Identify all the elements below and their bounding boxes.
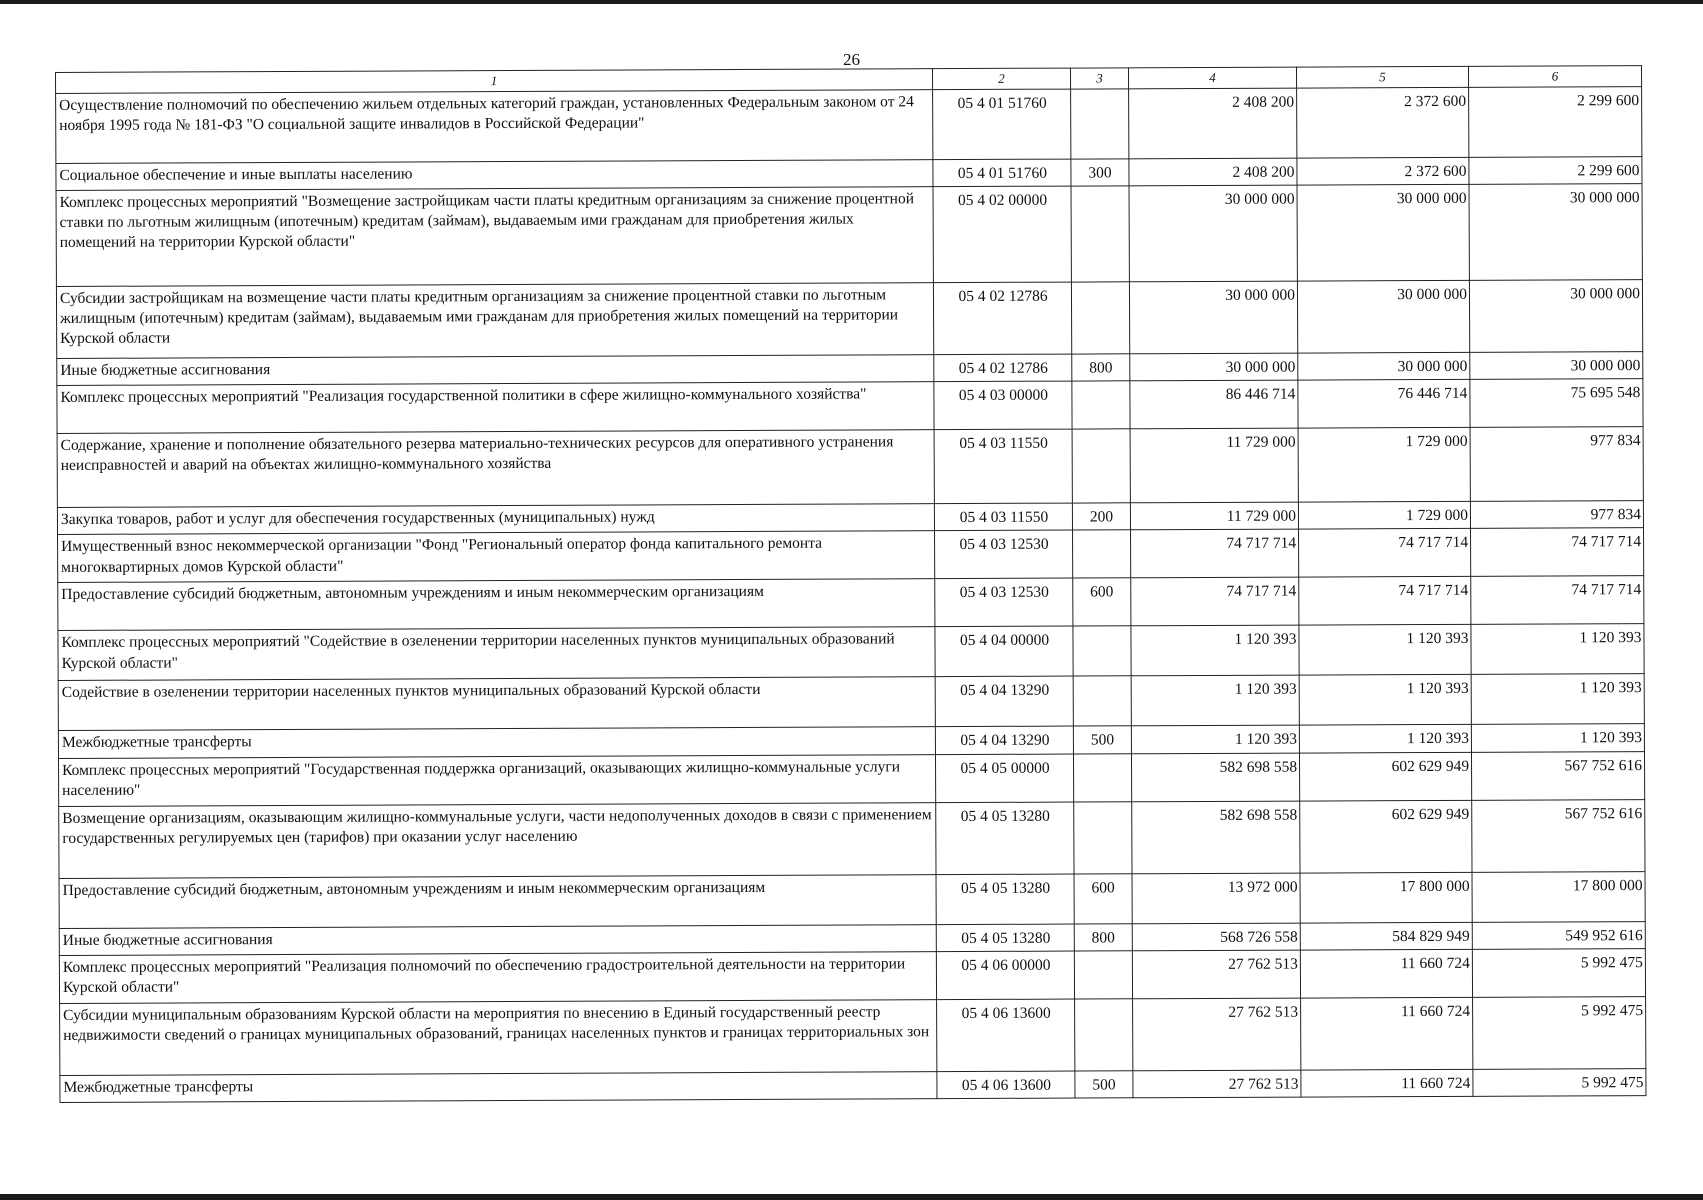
row-amount-col5: 2 372 600 — [1297, 87, 1469, 158]
budget-table — [55, 65, 1646, 1103]
row-code: 05 4 05 13280 — [936, 924, 1074, 952]
row-amount-col6: 567 752 616 — [1472, 799, 1645, 872]
row-name: Комплекс процессных мероприятий "Государственная поддержка организаций, оказывающих жилищно-коммунальные услуги населению" — [58, 754, 935, 806]
row-amount-col6: 1 120 393 — [1471, 674, 1644, 725]
row-amount-col5: 74 717 714 — [1299, 577, 1471, 626]
row-amount-col5: 11 660 724 — [1301, 1069, 1473, 1097]
row-code: 05 4 03 12530 — [935, 578, 1073, 627]
row-name: Субсидии муниципальным образованиям Курской области на мероприятия по внесению в Единый государственный реестр недвижимости сведений о границах муниципальных образований, границах населенных пунктов и границах территориальных зон — [60, 999, 937, 1075]
row-code: 05 4 03 11550 — [934, 503, 1072, 531]
row-amount-col5: 2 372 600 — [1297, 157, 1469, 185]
row-amount-col5: 11 660 724 — [1301, 997, 1473, 1070]
row-amount-col4: 1 120 393 — [1131, 725, 1299, 753]
row-amount-col4: 1 120 393 — [1131, 625, 1299, 676]
row-name: Комплекс процессных мероприятий "Возмещение застройщикам части платы кредитным организациям за снижение процентной ставки по льготным жилищным (ипотечным) кредитам (займам), выдаваемым ими гражданам для приобретения жилых помещений на территории Курской области" — [56, 187, 933, 287]
row-expense-type — [1075, 999, 1133, 1071]
page-number: 26 — [843, 50, 860, 69]
row-name: Содержание, хранение и пополнение обязательного резерва материально-технических ресурсов для оперативного устранения неисправностей и аварий на объектах жилищно-коммунального хозяйства — [57, 430, 934, 508]
row-amount-col5: 30 000 000 — [1297, 184, 1469, 281]
column-header: 6 — [1468, 66, 1641, 88]
table-row — [58, 674, 1644, 731]
row-expense-type: 600 — [1074, 873, 1132, 923]
row-name: Иные бюджетные ассигнования — [59, 924, 936, 955]
row-code: 05 4 03 12530 — [935, 530, 1073, 579]
row-name: Закупка товаров, работ и услуг для обеспечения государственных (муниципальных) нужд — [57, 504, 934, 535]
row-code: 05 4 03 00000 — [934, 381, 1072, 430]
row-expense-type — [1074, 801, 1132, 873]
row-expense-type: 800 — [1074, 923, 1132, 950]
row-expense-type — [1073, 530, 1131, 578]
row-name: Иные бюджетные ассигнования — [57, 355, 934, 386]
row-code: 05 4 02 12786 — [933, 282, 1071, 355]
row-expense-type: 500 — [1073, 726, 1131, 753]
row-code: 05 4 05 13280 — [936, 874, 1074, 925]
row-name: Комплекс процессных мероприятий "Реализация государственной политики в сфере жилищно-коммунального хозяйства" — [57, 382, 934, 434]
row-amount-col4: 2 408 200 — [1129, 88, 1297, 159]
row-name: Предоставление субсидий бюджетным, автономным учреждениям и иным некоммерческим организациям — [59, 874, 936, 928]
table-row — [56, 184, 1642, 287]
table-row — [58, 528, 1644, 583]
row-amount-col4: 13 972 000 — [1132, 873, 1300, 924]
row-expense-type: 500 — [1075, 1071, 1133, 1098]
table-row — [58, 624, 1644, 681]
column-header: 2 — [932, 68, 1070, 90]
row-amount-col6: 5 992 475 — [1473, 1068, 1646, 1096]
table-row — [59, 799, 1645, 878]
row-amount-col5: 17 800 000 — [1300, 872, 1472, 923]
row-amount-col5: 74 717 714 — [1299, 529, 1471, 578]
row-amount-col6: 5 992 475 — [1472, 948, 1645, 997]
scan-edge-top — [0, 0, 1703, 4]
row-expense-type — [1073, 676, 1131, 726]
row-amount-col6: 2 299 600 — [1469, 87, 1642, 158]
row-expense-type — [1073, 753, 1131, 801]
row-expense-type: 600 — [1073, 578, 1131, 626]
row-name: Социальное обеспечение и иные выплаты населению — [56, 160, 933, 191]
row-code: 05 4 04 00000 — [935, 626, 1073, 677]
row-expense-type — [1071, 89, 1129, 159]
row-amount-col5: 602 629 949 — [1300, 800, 1472, 873]
row-amount-col4: 27 762 513 — [1133, 1070, 1301, 1098]
row-code: 05 4 02 12786 — [934, 354, 1072, 382]
row-amount-col6: 74 717 714 — [1471, 528, 1644, 577]
row-expense-type — [1073, 626, 1131, 676]
row-amount-col6: 74 717 714 — [1471, 576, 1644, 625]
row-amount-col5: 1 729 000 — [1298, 502, 1470, 530]
row-name: Осуществление полномочий по обеспечению жильем отдельных категорий граждан, установленных Федеральным законом от 24 ноября 1995 года № 181-ФЗ "О социальной защите инвалидов в Российской Федерации" — [56, 90, 933, 164]
row-name: Имущественный взнос некоммерческой организации "Фонд "Региональный оператор фонда капитального ремонта многоквартирных домов Курской области" — [58, 531, 935, 583]
row-amount-col5: 30 000 000 — [1297, 280, 1469, 353]
row-amount-col4: 1 120 393 — [1131, 675, 1299, 726]
row-amount-col4: 11 729 000 — [1130, 502, 1298, 530]
row-amount-col4: 2 408 200 — [1129, 158, 1297, 186]
row-amount-col4: 74 717 714 — [1131, 577, 1299, 626]
row-amount-col5: 76 446 714 — [1298, 380, 1470, 429]
row-code: 05 4 06 13600 — [937, 1071, 1075, 1099]
row-expense-type — [1071, 282, 1129, 354]
row-amount-col4: 30 000 000 — [1129, 281, 1297, 354]
row-expense-type — [1071, 186, 1129, 282]
row-code: 05 4 05 13280 — [936, 802, 1074, 875]
row-amount-col6: 5 992 475 — [1473, 996, 1646, 1069]
row-amount-col6: 30 000 000 — [1469, 280, 1642, 353]
table-row — [60, 996, 1646, 1075]
column-header: 5 — [1296, 66, 1468, 88]
row-amount-col4: 30 000 000 — [1130, 353, 1298, 381]
row-name: Субсидии застройщикам на возмещение части платы кредитным организациям за снижение процентной ставки по льготным жилищным (ипотечным) кредитам (займам), выдаваемым ими гражданам для приобретения жилых помещений на территории Курской области — [56, 283, 933, 359]
row-amount-col5: 1 729 000 — [1298, 428, 1470, 503]
row-code: 05 4 03 11550 — [934, 429, 1072, 504]
row-amount-col5: 1 120 393 — [1299, 675, 1471, 726]
row-name: Возмещение организациям, оказывающим жилищно-коммунальные услуги, части недополученных доходов в связи с применением государственных регулируемых цен (тарифов) при оказании услуг населению — [59, 802, 936, 878]
row-amount-col5: 1 120 393 — [1299, 725, 1471, 753]
row-name: Предоставление субсидий бюджетным, автономным учреждениям и иным некоммерческим организациям — [58, 579, 935, 631]
row-amount-col6: 1 120 393 — [1471, 624, 1644, 675]
row-expense-type — [1074, 951, 1132, 999]
row-amount-col6: 977 834 — [1470, 427, 1643, 502]
row-amount-col6: 17 800 000 — [1472, 871, 1645, 922]
row-code: 05 4 06 00000 — [936, 951, 1074, 1000]
column-header: 4 — [1128, 67, 1296, 89]
row-amount-col6: 30 000 000 — [1470, 352, 1643, 380]
row-code: 05 4 04 13290 — [935, 676, 1073, 727]
row-amount-col4: 11 729 000 — [1130, 428, 1298, 503]
row-amount-col6: 2 299 600 — [1469, 157, 1642, 185]
row-code: 05 4 02 00000 — [933, 186, 1071, 283]
row-amount-col6: 977 834 — [1470, 501, 1643, 529]
table-row — [59, 948, 1645, 1003]
table-row — [58, 576, 1644, 631]
row-code: 05 4 01 51760 — [933, 159, 1071, 187]
row-amount-col6: 549 952 616 — [1472, 921, 1645, 949]
scan-edge-bottom — [0, 1194, 1703, 1200]
column-header: 3 — [1070, 68, 1128, 89]
row-amount-col5: 584 829 949 — [1300, 922, 1472, 950]
row-name: Межбюджетные трансферты — [60, 1071, 937, 1102]
row-amount-col5: 1 120 393 — [1299, 625, 1471, 676]
table-row — [57, 427, 1643, 508]
table-row — [60, 1068, 1646, 1102]
row-expense-type: 200 — [1072, 503, 1130, 530]
row-name: Содействие в озеленении территории населенных пунктов муниципальных образований Курской области — [58, 677, 935, 731]
row-amount-col6: 75 695 548 — [1470, 379, 1643, 428]
row-amount-col5: 11 660 724 — [1300, 949, 1472, 998]
row-amount-col4: 74 717 714 — [1131, 530, 1299, 579]
row-amount-col4: 27 762 513 — [1133, 998, 1301, 1071]
row-amount-col4: 86 446 714 — [1130, 380, 1298, 429]
row-name: Комплекс процессных мероприятий "Реализация полномочий по обеспечению градостроительной деятельности на территории Курской области" — [59, 951, 936, 1003]
row-amount-col5: 30 000 000 — [1298, 352, 1470, 380]
row-amount-col4: 30 000 000 — [1129, 185, 1297, 282]
table-row — [57, 379, 1643, 434]
table-row — [59, 871, 1645, 928]
table-row — [58, 751, 1644, 806]
row-expense-type — [1072, 381, 1130, 429]
row-amount-col4: 582 698 558 — [1131, 753, 1299, 802]
table-row — [56, 87, 1642, 164]
row-amount-col6: 1 120 393 — [1471, 724, 1644, 752]
row-code: 05 4 04 13290 — [935, 726, 1073, 754]
row-name: Межбюджетные трансферты — [58, 727, 935, 758]
row-amount-col4: 27 762 513 — [1132, 950, 1300, 999]
row-expense-type: 300 — [1071, 159, 1129, 186]
row-name: Комплекс процессных мероприятий "Содействие в озеленении территории населенных пунктов муниципальных образований Курской области" — [58, 627, 935, 681]
row-amount-col5: 602 629 949 — [1299, 752, 1471, 801]
row-amount-col4: 568 726 558 — [1132, 923, 1300, 951]
row-expense-type — [1072, 429, 1130, 503]
row-amount-col4: 582 698 558 — [1132, 801, 1300, 874]
column-header: 1 — [56, 69, 933, 94]
row-amount-col6: 30 000 000 — [1469, 184, 1642, 281]
row-code: 05 4 01 51760 — [933, 89, 1071, 160]
table-row — [56, 280, 1642, 359]
row-code: 05 4 06 13600 — [937, 999, 1075, 1072]
row-amount-col6: 567 752 616 — [1471, 751, 1644, 800]
row-expense-type: 800 — [1072, 354, 1130, 381]
row-code: 05 4 05 00000 — [935, 754, 1073, 803]
